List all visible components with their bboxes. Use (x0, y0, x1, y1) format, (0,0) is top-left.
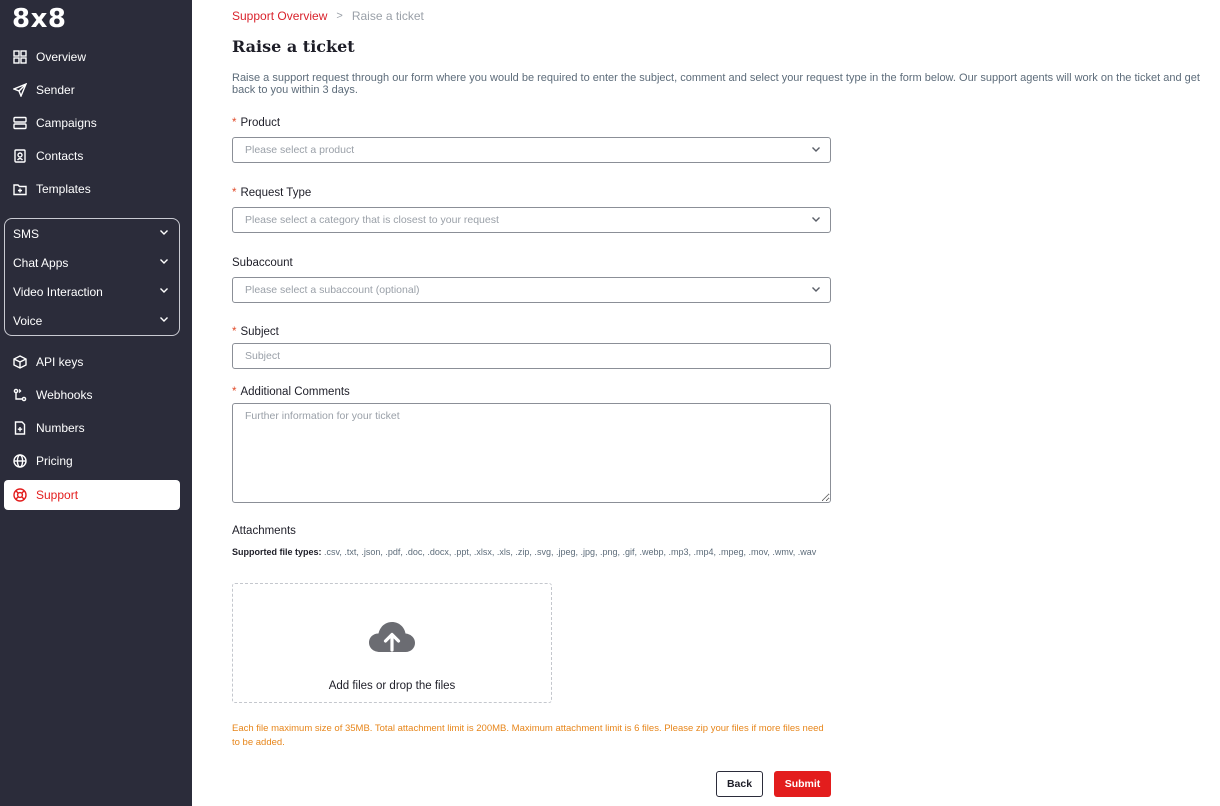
required-mark: * (232, 117, 237, 129)
nav-item-label: Contacts (36, 149, 84, 163)
main-content (192, 0, 1220, 806)
subaccount-label (232, 257, 293, 269)
nav-item-label: Numbers (36, 421, 85, 435)
product-label-text: Product (240, 117, 281, 129)
breadcrumb (232, 9, 424, 23)
chevron-down-icon (810, 283, 822, 298)
templates-icon (13, 182, 27, 196)
nav-item-label: Overview (36, 50, 87, 64)
group-item-label: Voice (13, 313, 43, 328)
lifebuoy-icon (13, 488, 27, 502)
request-type-select-placeholder: Please select a category that is closest to your request (245, 214, 499, 226)
group-item-label: SMS (13, 226, 40, 241)
nav-item-label: Support (36, 488, 79, 502)
sidebar (0, 0, 192, 806)
nav-item-label: Pricing (36, 454, 73, 468)
globe-icon (13, 454, 27, 468)
page-title: Raise a ticket (232, 37, 355, 56)
group-item-sms[interactable] (5, 219, 179, 248)
cube-icon (13, 355, 27, 369)
breadcrumb-separator: > (336, 10, 343, 22)
comments-label-text: Additional Comments (240, 386, 350, 398)
chevron-down-icon (158, 226, 170, 241)
send-icon (13, 83, 27, 97)
subject-label (232, 326, 279, 338)
nav-item-overview[interactable] (4, 42, 180, 72)
subject-label-text: Subject (240, 326, 279, 338)
file-dropzone[interactable] (232, 583, 552, 703)
subaccount-label-text: Subaccount (232, 257, 293, 269)
group-item-chat-apps[interactable] (5, 248, 179, 277)
nav-item-support[interactable] (4, 480, 180, 510)
product-group (4, 218, 180, 336)
group-item-video-interaction[interactable] (5, 277, 179, 306)
nav-item-api-keys[interactable] (4, 347, 180, 377)
back-button[interactable]: Back (716, 771, 763, 797)
nav-item-templates[interactable] (4, 174, 180, 204)
page-description: Raise a support request through our form where you would be required to enter the subject, comment and select your request type in the form below. Our support agents will work on the ticket and get back to you within 3 days. (232, 72, 1200, 96)
supported-file-types-label: Supported file types: (232, 547, 322, 557)
numbers-icon (13, 421, 27, 435)
attachments-label-text: Attachments (232, 525, 296, 537)
request-type-label (232, 187, 311, 199)
supported-file-types-list: .csv, .txt, .json, .pdf, .doc, .docx, .ppt, .xlsx, .xls, .zip, .svg, .jpeg, .jpg, .png, .gif, .webp, .mp3, .mp4, .mpeg, .mov, .wmv, .wav (324, 547, 817, 557)
chevron-down-icon (810, 213, 822, 228)
dropzone-text: Add files or drop the files (328, 680, 456, 692)
nav-item-label: API keys (36, 355, 84, 369)
chevron-down-icon (810, 143, 822, 158)
nav-item-pricing[interactable] (4, 446, 180, 476)
submit-button[interactable]: Submit (774, 771, 831, 797)
chevron-down-icon (158, 255, 170, 270)
comments-textarea[interactable] (232, 403, 831, 503)
nav-item-label: Templates (36, 182, 91, 196)
nav-item-label: Webhooks (36, 388, 93, 402)
webhook-icon (13, 388, 27, 402)
product-select-placeholder: Please select a product (245, 144, 355, 156)
subaccount-select-placeholder: Please select a subaccount (optional) (245, 284, 420, 296)
breadcrumb-support-overview[interactable]: Support Overview (232, 9, 328, 23)
nav-item-sender[interactable] (4, 75, 180, 105)
nav-item-label: Campaigns (36, 116, 97, 130)
grid-icon (13, 50, 27, 64)
cloud-upload-icon (368, 618, 416, 658)
required-mark: * (232, 386, 237, 398)
product-label (232, 117, 280, 129)
required-mark: * (232, 187, 237, 199)
supported-file-types (232, 544, 822, 560)
subaccount-select[interactable] (232, 277, 831, 303)
group-item-voice[interactable] (5, 306, 179, 335)
nav-item-numbers[interactable] (4, 413, 180, 443)
logo[interactable]: 8x8 (12, 4, 67, 34)
comments-label (232, 386, 350, 398)
nav-item-campaigns[interactable] (4, 108, 180, 138)
nav-item-contacts[interactable] (4, 141, 180, 171)
attachments-label (232, 525, 296, 537)
contacts-icon (13, 149, 27, 163)
attachment-limit-note: Each file maximum size of 35MB. Total attachment limit is 200MB. Maximum attachment limit is 6 files. Please zip your files if more files need to be added. (232, 723, 824, 748)
product-select[interactable] (232, 137, 831, 163)
chevron-down-icon (158, 313, 170, 328)
campaigns-icon (13, 116, 27, 130)
request-type-select[interactable] (232, 207, 831, 233)
subject-input[interactable] (232, 343, 831, 369)
nav-item-label: Sender (36, 83, 75, 97)
required-mark: * (232, 326, 237, 338)
nav-item-webhooks[interactable] (4, 380, 180, 410)
breadcrumb-current: Raise a ticket (351, 9, 424, 23)
chevron-down-icon (158, 284, 170, 299)
request-type-label-text: Request Type (240, 187, 312, 199)
group-item-label: Chat Apps (13, 255, 69, 270)
group-item-label: Video Interaction (13, 284, 103, 299)
